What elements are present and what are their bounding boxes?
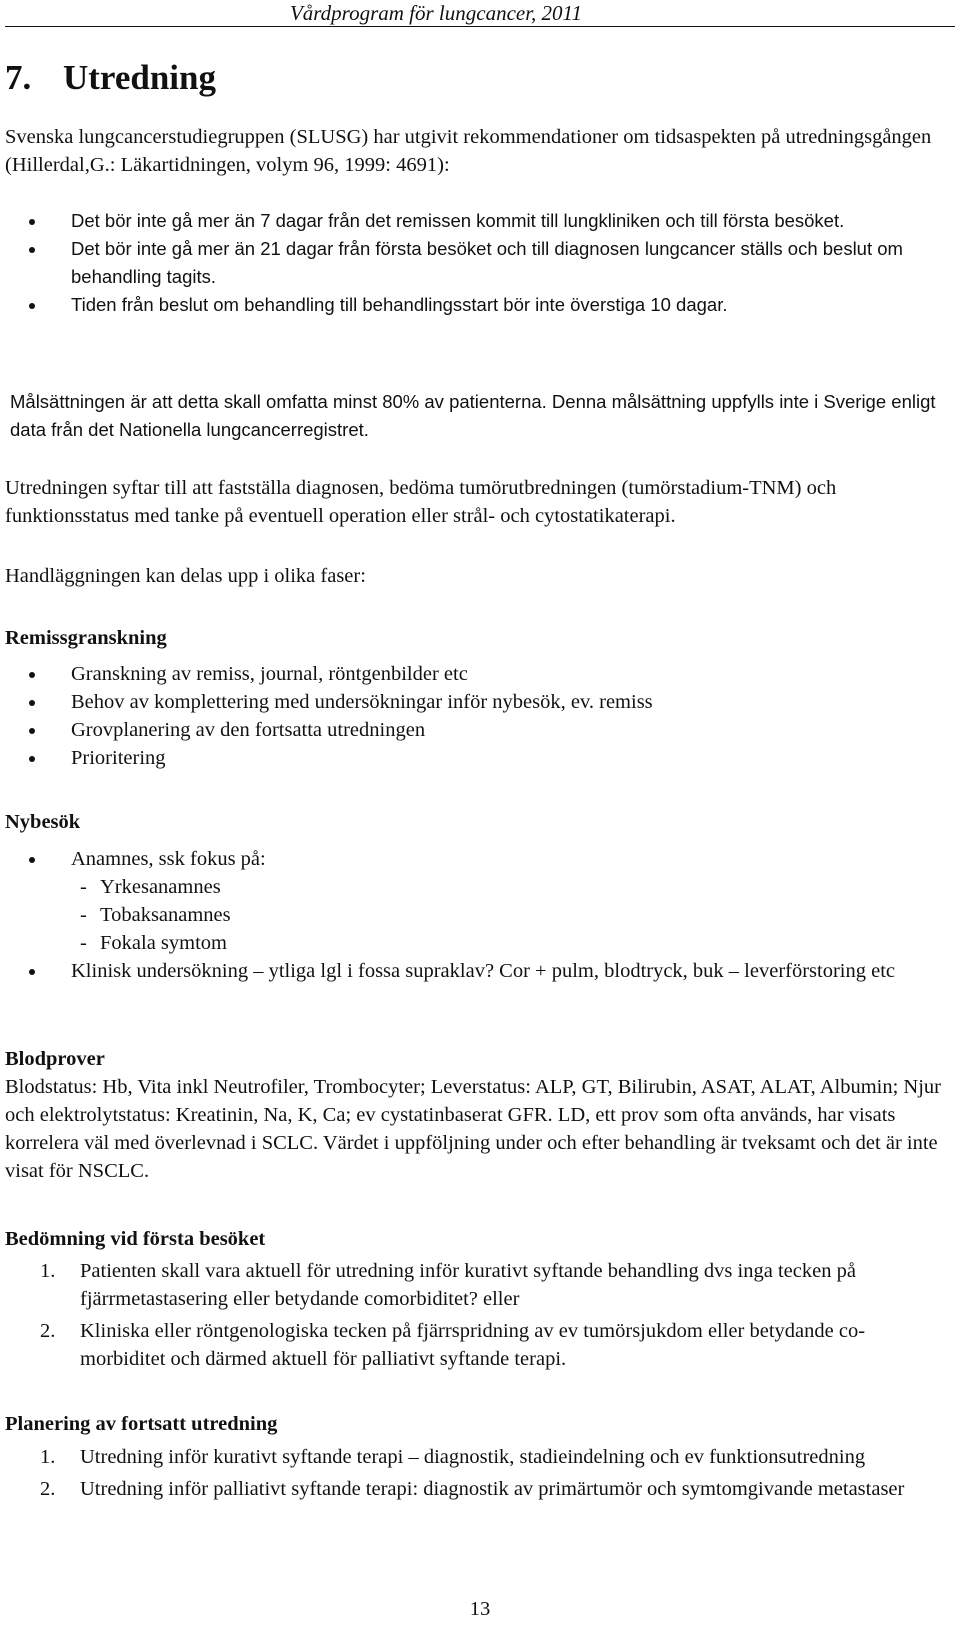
list-item: Prioritering [0, 744, 950, 772]
blodprover-heading: Blodprover [5, 1048, 105, 1070]
sub-list-item: - Fokala symtom [0, 929, 950, 957]
running-header: Vårdprogram för lungcancer, 2011 [289, 1, 582, 25]
bedomning-list [0, 1257, 950, 1377]
intro-paragraph: Svenska lungcancerstudiegruppen (SLUSG) har utgivit rekommendationer om tidsaspekten på utredningsgången (Hillerdal,G.: Läkartidningen, volym 96, 1999: 4691): [5, 126, 932, 176]
remiss-heading: Remissgranskning [5, 627, 167, 649]
list-item: Det bör inte gå mer än 21 dagar från första besöket och till diagnosen lungcancer ställs och beslut om behandling tagits. [0, 235, 950, 291]
dash-mark: - [80, 876, 87, 898]
dash-mark: - [80, 932, 87, 954]
bedomning-heading: Bedömning vid första besöket [5, 1228, 266, 1250]
bullet-icon [29, 728, 35, 734]
list-item: Behov av komplettering med undersökningar inför nybesök, ev. remiss [0, 688, 950, 716]
list-item: 1. Patienten skall vara aktuell för utredning inför kurativt syftande behandling dvs inga tecken på fjärrmetastasering eller betydande comorbiditet? eller [40, 1260, 856, 1310]
bullet-icon [29, 247, 35, 253]
list-item: Det bör inte gå mer än 7 dagar från det remissen kommit till lungkliniken och till första besöket. [0, 207, 950, 235]
dash-mark: - [80, 904, 87, 926]
chapter-number: 7. [5, 58, 32, 97]
chapter-title-text: Utredning [63, 58, 216, 97]
page-number: 13 [469, 1598, 491, 1620]
bullet-icon [29, 857, 35, 863]
bullet-icon [29, 672, 35, 678]
list-item: 2. Kliniska eller röntgenologiska tecken på fjärrspridning av ev tumörsjukdom eller betydande co-morbiditet och därmed aktuell för palliativt syftande terapi. [40, 1320, 866, 1370]
blodprover-paragraph: Blodstatus: Hb, Vita inkl Neutrofiler, Trombocyter; Leverstatus: ALP, GT, Bilirubin, ASAT, ALAT, Albumin; Njur och elektrolytstatus: Kreatinin, Na, K, Ca; ev cystatinbaserat GFR. LD, ett prov som ofta används, har visats korrelera väl med överlevnad i SCLC. Värdet i uppföljning under och efter behandling är tveksamt och det är inte visat för NSCLC. [5, 1076, 941, 1182]
list-item: Granskning av remiss, journal, röntgenbilder etc [0, 660, 950, 688]
bullet-icon [29, 969, 35, 975]
bullet-icon [29, 756, 35, 762]
nybesok-list [0, 845, 950, 985]
remiss-list [0, 660, 950, 772]
nybesok-heading: Nybesök [5, 811, 81, 833]
goal-paragraph: Målsättningen är att detta skall omfatta minst 80% av patienterna. Denna målsättning uppfylls inte i Sverige enligt data från det Nationella lungcancerregistret. [10, 391, 936, 440]
purpose-paragraph: Utredningen syftar till att fastställa diagnosen, bedöma tumörutbredningen (tumörstadium-TNM) och funktionsstatus med tanke på eventuell operation eller strål- och cytostatikaterapi. [5, 477, 837, 527]
sub-list-item: - Tobaksanamnes [0, 901, 950, 929]
bullet-icon [29, 219, 35, 225]
sub-list-item: - Yrkesanamnes [0, 873, 950, 901]
list-item: 2. Utredning inför palliativt syftande terapi: diagnostik av primärtumör och symtomgivande metastaser [40, 1478, 905, 1500]
recommendation-list [0, 207, 950, 319]
list-item: Anamnes, ssk fokus på: [0, 845, 950, 873]
planering-list [0, 1443, 950, 1507]
planering-heading: Planering av fortsatt utredning [5, 1413, 278, 1435]
list-item: Klinisk undersökning – ytliga lgl i fossa supraklav? Cor + pulm, blodtryck, buk – leverförstoring etc [0, 957, 950, 985]
chapter-title [5, 58, 216, 98]
bullet-icon [29, 700, 35, 706]
list-item: 1. Utredning inför kurativt syftande terapi – diagnostik, stadieindelning och ev funktionsutredning [40, 1446, 866, 1468]
bullet-icon [29, 303, 35, 309]
phases-intro: Handläggningen kan delas upp i olika faser: [5, 565, 366, 587]
header-rule [5, 26, 955, 27]
list-item: Grovplanering av den fortsatta utredningen [0, 716, 950, 744]
list-item: Tiden från beslut om behandling till behandlingsstart bör inte överstiga 10 dagar. [0, 291, 950, 319]
